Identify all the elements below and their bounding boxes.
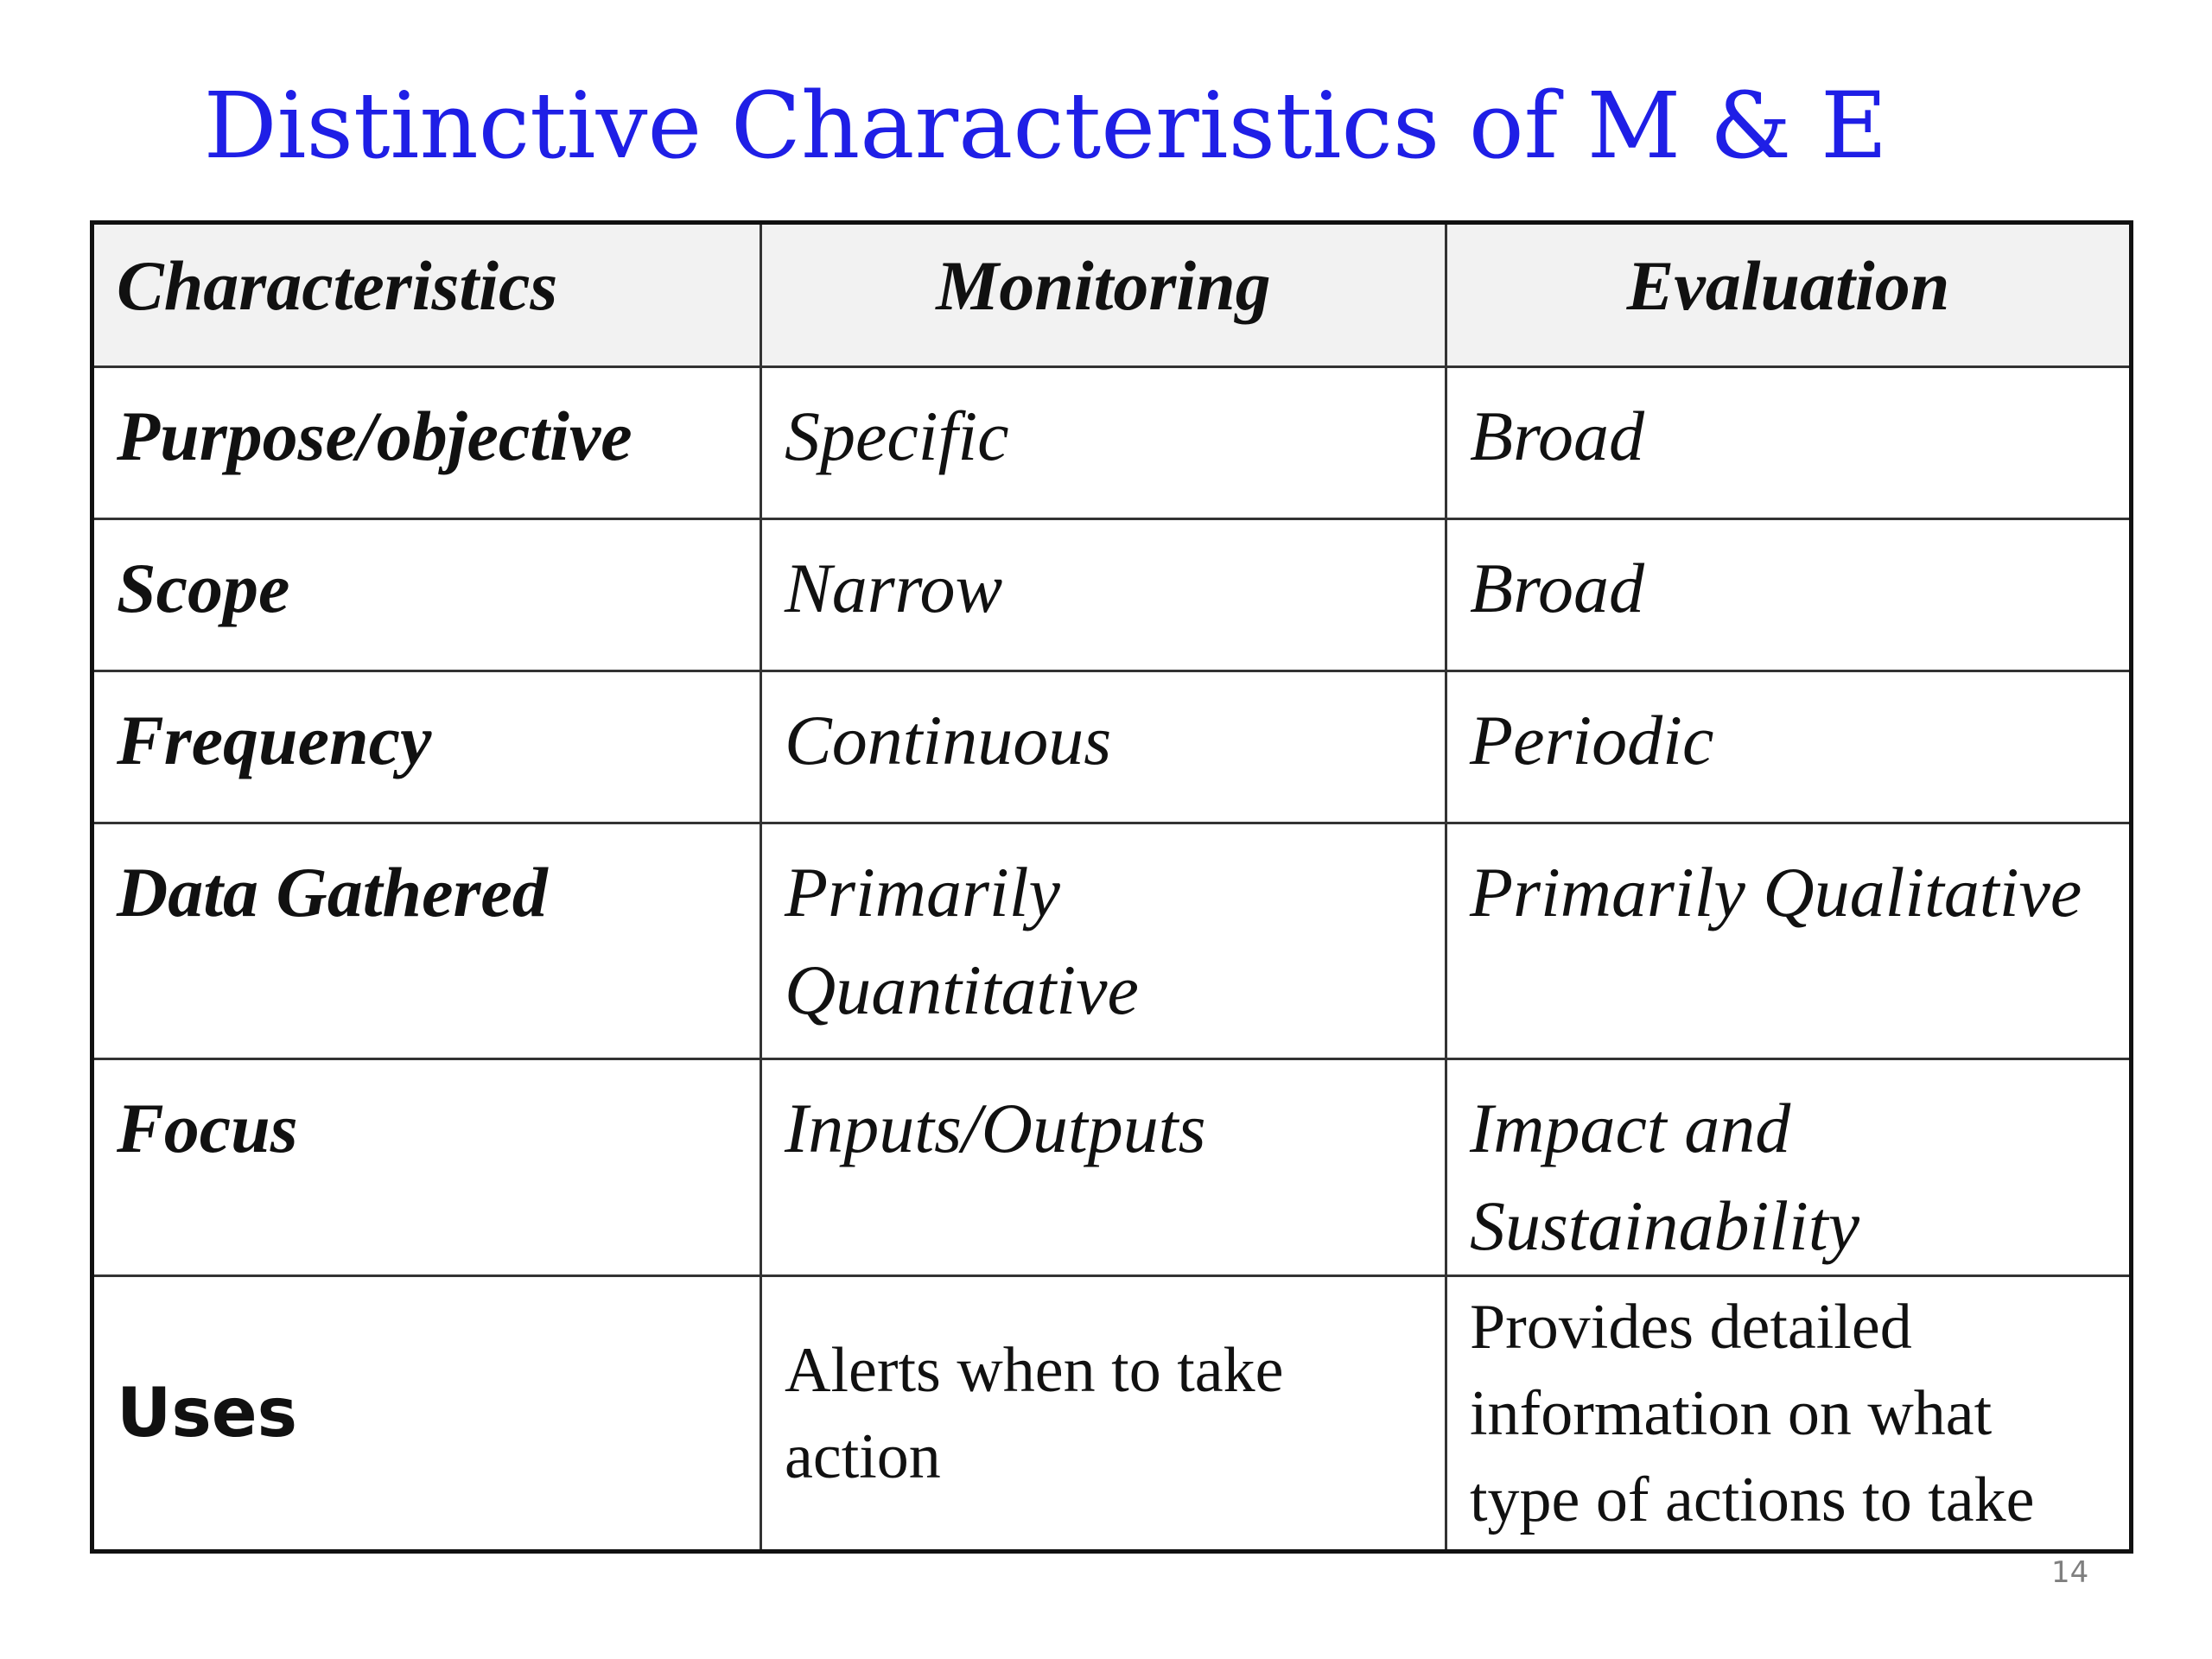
cell-data-gathered-evaluation: Primarily Qualitative bbox=[1446, 823, 2132, 1059]
cell-scope-monitoring: Narrow bbox=[761, 519, 1446, 671]
row-label-frequency: Frequency bbox=[92, 671, 761, 823]
cell-data-gathered-monitoring: Primarily Quantitative bbox=[761, 823, 1446, 1059]
cell-frequency-evaluation: Periodic bbox=[1446, 671, 2132, 823]
cell-scope-evaluation: Broad bbox=[1446, 519, 2132, 671]
comparison-table-container bbox=[90, 220, 2133, 1554]
table-row-data-gathered bbox=[92, 823, 2132, 1059]
slide-title: Distinctive Characteristics of M & E bbox=[203, 73, 1888, 179]
row-label-focus: Focus bbox=[92, 1059, 761, 1276]
row-label-uses: Uses bbox=[92, 1276, 761, 1552]
row-label-purpose: Purpose/objective bbox=[92, 367, 761, 519]
cell-focus-monitoring: Inputs/Outputs bbox=[761, 1059, 1446, 1276]
row-label-scope: Scope bbox=[92, 519, 761, 671]
page-number: 14 bbox=[2051, 1555, 2089, 1590]
header-evaluation: Evaluation bbox=[1446, 223, 2132, 367]
table-row-uses bbox=[92, 1276, 2132, 1552]
comparison-table bbox=[90, 220, 2133, 1554]
cell-purpose-evaluation: Broad bbox=[1446, 367, 2132, 519]
header-characteristics: Characteristics bbox=[92, 223, 761, 367]
cell-purpose-monitoring: Specific bbox=[761, 367, 1446, 519]
table-row-frequency bbox=[92, 671, 2132, 823]
cell-uses-monitoring: Alerts when to take action bbox=[761, 1276, 1446, 1552]
row-label-data-gathered: Data Gathered bbox=[92, 823, 761, 1059]
table-row-scope bbox=[92, 519, 2132, 671]
table-row-purpose bbox=[92, 367, 2132, 519]
table-header-row bbox=[92, 223, 2132, 367]
header-monitoring: Monitoring bbox=[761, 223, 1446, 367]
cell-uses-evaluation: Provides detailed information on what type of actions to take bbox=[1446, 1276, 2132, 1552]
table-row-focus bbox=[92, 1059, 2132, 1276]
cell-frequency-monitoring: Continuous bbox=[761, 671, 1446, 823]
cell-focus-evaluation: Impact and Sustainability bbox=[1446, 1059, 2132, 1276]
